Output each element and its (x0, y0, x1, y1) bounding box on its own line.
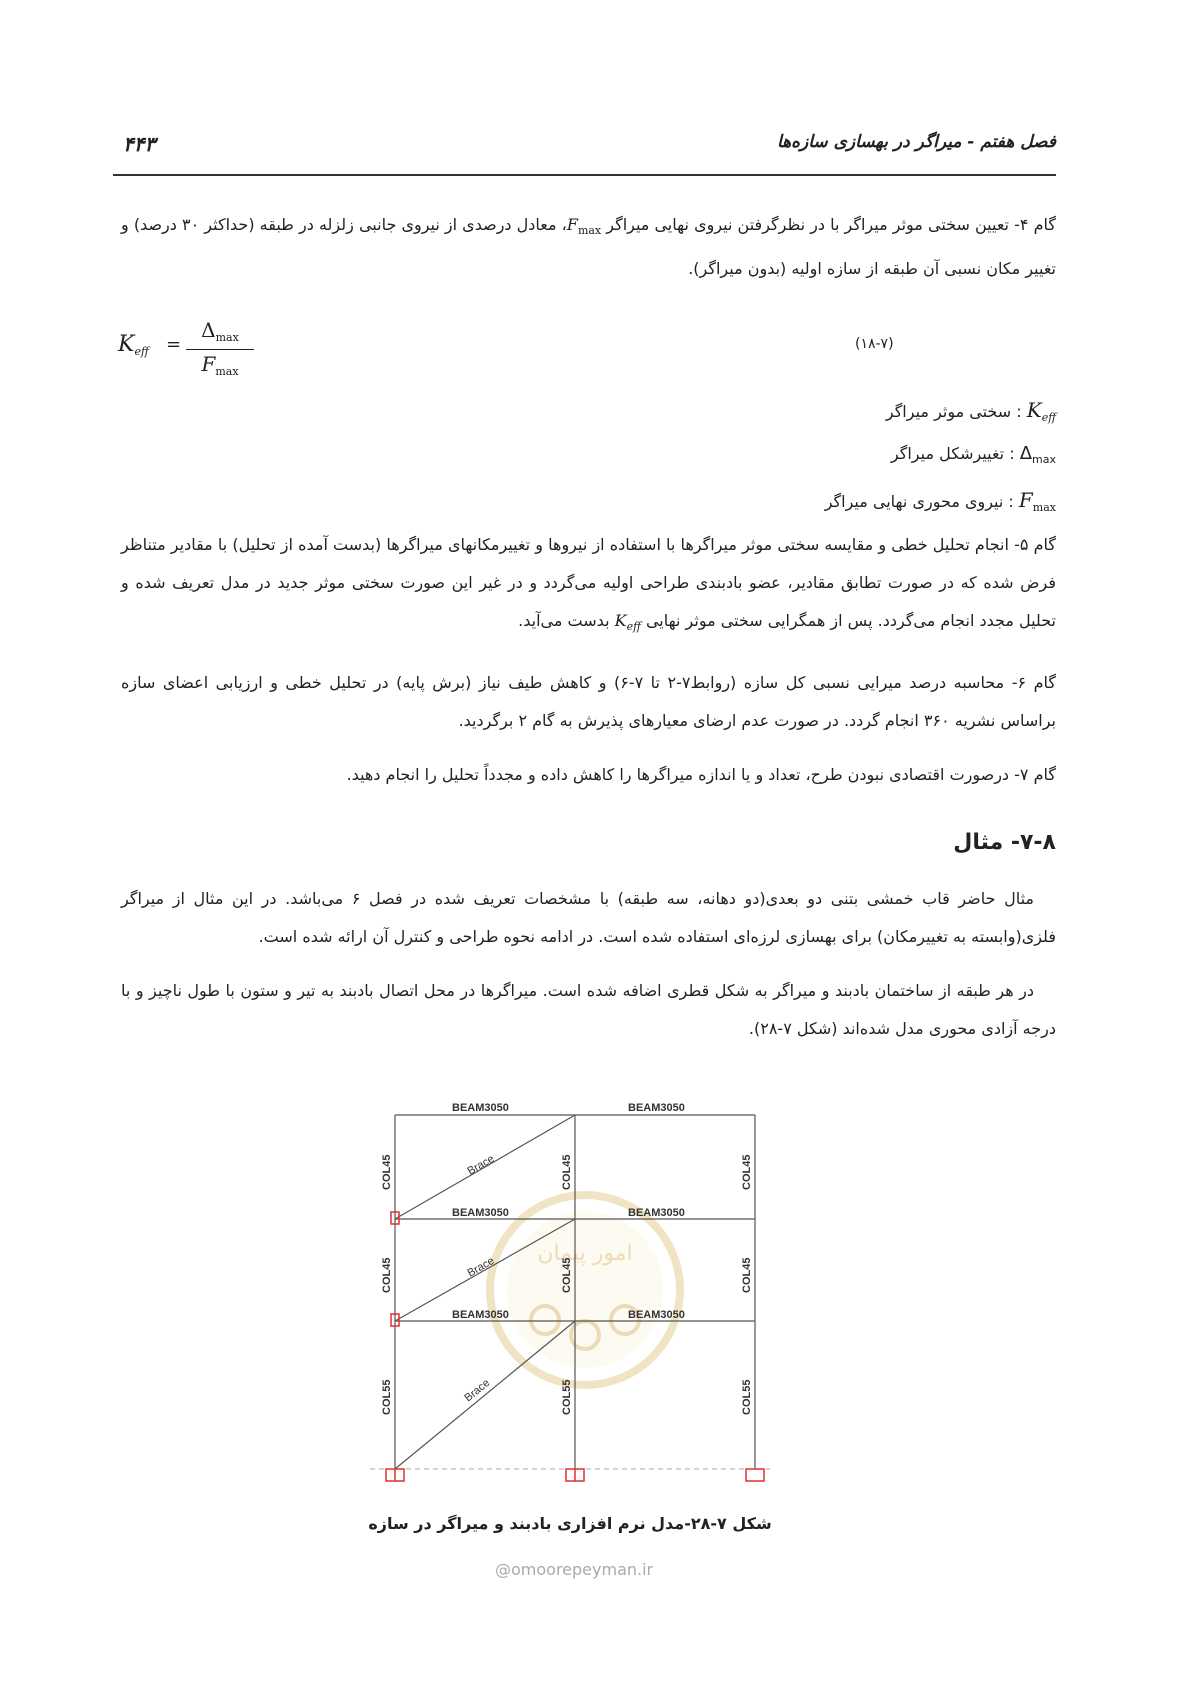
column-label: COL45 (381, 1257, 393, 1293)
header-rule (113, 174, 1056, 176)
step5-text-post: بدست می‌آید. (518, 611, 610, 630)
section-title: ۷-۸- مثال (953, 830, 1056, 855)
brace-label: Brace (465, 1254, 497, 1280)
frame-model-figure (370, 1095, 770, 1495)
beam-label: BEAM3050 (628, 1102, 685, 1114)
example-paragraph-2: در هر طبقه از ساختمان بادبند و میراگر به شکل قطری اضافه شده است. میراگرها در محل اتصال بادبند به تیر و ستون با طول ناچیز و با درجه آزادی محوری مدل شده‌اند (شکل ۷-۲۸). (121, 981, 1056, 1038)
definition-delta: $\Delta_{max}$ : تغییرشکل میراگر (890, 443, 1056, 466)
column-label: COL45 (561, 1154, 573, 1190)
column-label: COL45 (741, 1257, 753, 1293)
step4-text-pre: گام ۴- تعیین سختی موثر میراگر با در نظرگرفتن نیروی نهایی میراگر (606, 215, 1056, 234)
eq-equals: = (166, 334, 182, 355)
column-label: COL45 (741, 1154, 753, 1190)
eq-lhs: $K_{eff}$ (118, 332, 149, 358)
definition-keff: $K_{eff}$ : سختی موثر میراگر (885, 398, 1056, 424)
chapter-title: فصل هفتم - میراگر در بهسازی سازه‌ها (776, 132, 1056, 152)
brace-story-1 (395, 1321, 575, 1469)
step4-paragraph (121, 206, 1056, 288)
eq-numerator: $\Delta_{max}$ (201, 318, 239, 344)
step4-symbol: $F_{max}$ (566, 215, 602, 237)
support-right (746, 1469, 764, 1481)
column-label: COL55 (741, 1379, 753, 1415)
column-label: COL45 (561, 1257, 573, 1293)
page-number: ۴۴۳ (123, 132, 156, 156)
step5-paragraph (121, 526, 1056, 646)
beam-label: BEAM3050 (452, 1207, 509, 1219)
definition-fmax: $F_{max}$ : نیروی محوری نهایی میراگر (824, 488, 1056, 514)
beam-label: BEAM3050 (628, 1309, 685, 1321)
beam-label: BEAM3050 (628, 1207, 685, 1219)
eq-denominator: $F_{max}$ (201, 352, 239, 378)
column-label: COL55 (381, 1379, 393, 1415)
step4-text-post: ، معادل درصدی از نیروی جانبی زلزله در طبقه (حداکثر ۳۰ درصد) و تغییر مکان نسبی آن طبقه از سازه اولیه (بدون میراگر). (121, 215, 1056, 278)
equation-keff (118, 318, 258, 382)
equation-number: (۱۸-۷) (855, 336, 894, 352)
supports (386, 1469, 764, 1481)
beam-label: BEAM3050 (452, 1309, 509, 1321)
step6-paragraph: گام ۶- محاسبه درصد میرایی نسبی کل سازه (روابط۷-۲ تا ۷-۶) و کاهش طیف نیاز (برش پایه) در تحلیل خطی و ارزیابی اعضای سازه براساس نشریه ۳۶۰ انجام گردد. در صورت عدم ارضای معیارهای پذیرش به گام ۲ برگردید. (121, 673, 1057, 730)
frame-lines (395, 1115, 755, 1469)
beam-label: BEAM3050 (452, 1102, 509, 1114)
svg-text:امور پیمان: امور پیمان (537, 1241, 633, 1266)
step5-text-pre: گام ۵- انجام تحلیل خطی و مقایسه سختی موثر میراگرها با استفاده از نیروها و تغییرمکانهای میراگرها (بدست آمده از تحلیل) با مقادیر متناظر فرض شده که در صورت تطابق مقادیر، عضو بادبندی طراحی اولیه می‌گردد و در غیر این صورت سختی موثر جدید در مدل تعریف شده و تحلیل مجدد انجام می‌گردد. پس از همگرایی سختی موثر نهایی (121, 535, 1056, 630)
brace-label: Brace (465, 1152, 497, 1178)
column-label: COL45 (381, 1154, 393, 1190)
column-label: COL55 (561, 1379, 573, 1415)
brace-label: Brace (462, 1376, 493, 1405)
watermark-logo (490, 1195, 680, 1385)
example-paragraph-1: مثال حاضر قاب خمشی بتنی دو بعدی(دو دهانه، سه طبقه) با مشخصات تعریف شده در فصل ۶ می‌باشد. در این مثال از میراگر فلزی(وابسته به تغییرمکان) برای بهسازی لرزه‌ای استفاده شده است. در ادامه نحوه طراحی و کنترل آن ارائه شده است. (121, 889, 1056, 946)
eq-fraction-bar (186, 349, 254, 350)
step7-paragraph: گام ۷- درصورت اقتصادی نبودن طرح، تعداد و یا اندازه میراگرها را کاهش داده و مجدداً تحلیل را انجام دهید. (346, 765, 1056, 784)
figure-caption: شکل ۷-۲۸-مدل نرم افزاری بادبند و میراگر در سازه (368, 1514, 772, 1533)
watermark-text: @omoorepeyman.ir (495, 1560, 654, 1579)
step5-symbol: $K_{eff}$ (614, 611, 641, 633)
